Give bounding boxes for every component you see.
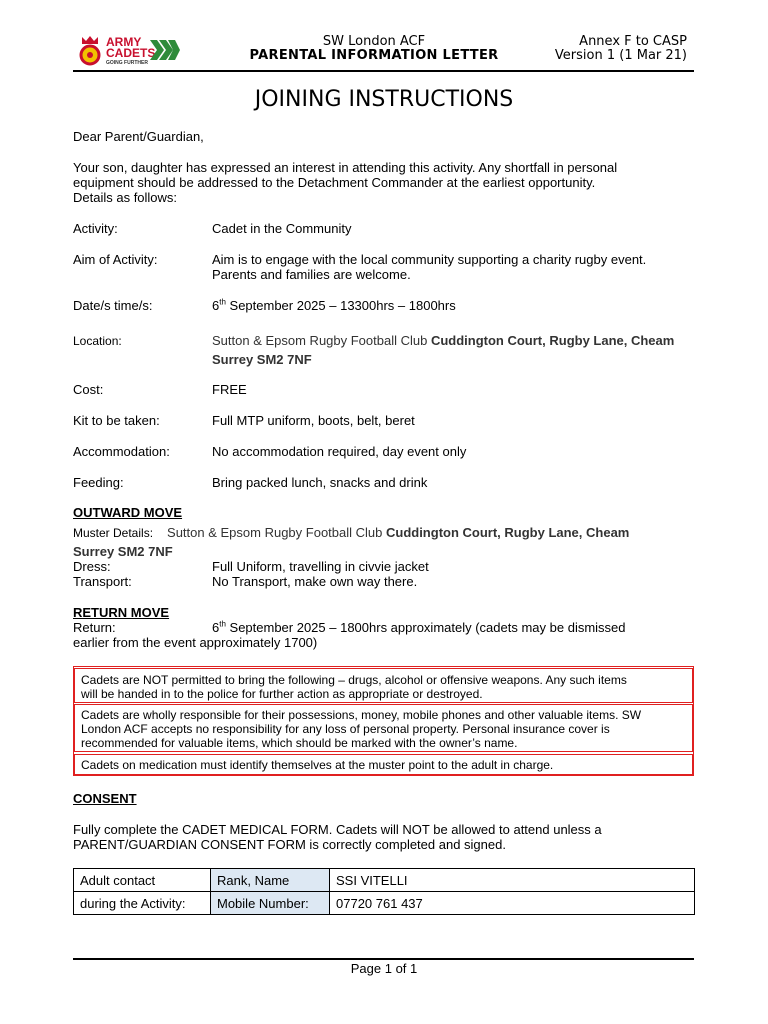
notice-2-line-3: recommended for valuable items, which should be marked with the owner’s name. — [81, 736, 518, 750]
return-label: Return: — [73, 620, 116, 635]
return-move-heading: RETURN MOVE — [73, 605, 170, 620]
header-version: Version 1 (1 Mar 21) — [554, 48, 687, 63]
consent-line-2: PARENT/GUARDIAN CONSENT FORM is correctly completed and signed. — [73, 837, 506, 852]
table-row — [74, 892, 695, 915]
dress-label: Dress: — [73, 559, 111, 574]
accommodation-value: No accommodation required, day event only — [212, 444, 467, 459]
header-annex: Annex F to CASP — [579, 34, 687, 49]
activity-value: Cadet in the Community — [212, 221, 352, 236]
date-label: Date/s time/s: — [73, 298, 153, 313]
notice-1-line-2: will be handed in to the police for further action as appropriate or destroyed. — [81, 687, 483, 701]
notice-2-line-2: London ACF accepts no responsibility for any loss of personal property. Personal insurance cover is — [81, 722, 610, 736]
notice-2 — [74, 704, 693, 752]
return-ordinal: th — [219, 619, 226, 629]
notice-1 — [74, 668, 693, 703]
muster-venue: Sutton & Epsom Rugby Football Club — [167, 525, 386, 540]
muster-address-1: Cuddington Court, Rugby Lane, Cheam — [385, 525, 630, 540]
cadet-crest-icon — [78, 35, 102, 69]
table-cell-mobile-value: 07720 761 437 — [330, 892, 695, 915]
cost-label: Cost: — [73, 382, 104, 397]
intro-line-2: equipment should be addressed to the Detachment Commander at the earliest opportunity. — [73, 175, 596, 190]
contact-table — [73, 868, 695, 915]
muster-address-2: Surrey SM2 7NF — [73, 544, 173, 559]
header-doc-type: PARENTAL INFORMATION LETTER — [249, 48, 499, 63]
table-cell-rank-name-value: SSI VITELLI — [330, 869, 695, 892]
footer-rule — [73, 958, 694, 960]
return-value-line-2: earlier from the event approximately 1700) — [73, 635, 318, 650]
cost-value: FREE — [212, 382, 247, 397]
return-day: 6 — [212, 620, 220, 635]
notice-3-line-1: Cadets on medication must identify themselves at the muster point to the adult in charge. — [81, 758, 554, 772]
kit-label: Kit to be taken: — [73, 413, 160, 428]
location-address-1: Cuddington Court, Rugby Lane, Cheam — [430, 333, 675, 348]
feeding-value: Bring packed lunch, snacks and drink — [212, 475, 428, 490]
muster-label: Muster Details: — [73, 526, 154, 540]
aim-label: Aim of Activity: — [73, 252, 158, 267]
date-rest: September 2025 – 13300hrs – 1800hrs — [225, 298, 456, 313]
transport-label: Transport: — [73, 574, 132, 589]
intro-line-1: Your son, daughter has expressed an interest in attending this activity. Any shortfall in personal — [73, 160, 618, 175]
table-cell-during-activity: during the Activity: — [74, 892, 211, 915]
kit-value: Full MTP uniform, boots, belt, beret — [212, 413, 415, 428]
dress-value: Full Uniform, travelling in civvie jacket — [212, 559, 429, 574]
intro-line-3: Details as follows: — [73, 190, 178, 205]
logo-text-tagline: GOING FURTHER — [106, 60, 148, 66]
accommodation-label: Accommodation: — [73, 444, 170, 459]
page-number: Page 1 of 1 — [350, 961, 418, 976]
notices-box — [73, 666, 694, 776]
muster-row — [73, 524, 629, 542]
feeding-label: Feeding: — [73, 475, 124, 490]
location-value-line-1 — [212, 333, 674, 348]
notice-3 — [74, 754, 693, 775]
aim-value-line-2: Parents and families are welcome. — [212, 267, 411, 282]
return-rest: September 2025 – 1800hrs approximately (cadets may be dismissed — [225, 620, 626, 635]
consent-line-1: Fully complete the CADET MEDICAL FORM. Cadets will NOT be allowed to attend unless a — [73, 822, 602, 837]
table-row — [74, 869, 695, 892]
army-cadets-logo — [78, 34, 180, 70]
aim-value-line-1: Aim is to engage with the local community supporting a charity rugby event. — [212, 252, 647, 267]
greeting: Dear Parent/Guardian, — [73, 129, 204, 144]
header-rule — [73, 70, 694, 72]
consent-heading: CONSENT — [73, 791, 137, 806]
date-value — [212, 298, 456, 313]
chevrons-icon — [150, 40, 180, 60]
outward-move-heading: OUTWARD MOVE — [73, 505, 183, 520]
transport-value: No Transport, make own way there. — [212, 574, 418, 589]
header-org: SW London ACF — [322, 34, 426, 49]
location-venue: Sutton & Epsom Rugby Football Club — [212, 333, 431, 348]
logo-text-army: ARMY — [106, 35, 142, 49]
table-cell-rank-name-label: Rank, Name — [211, 869, 330, 892]
date-ordinal: th — [219, 297, 226, 307]
logo-text-cadets: CADETS — [106, 46, 156, 60]
date-day: 6 — [212, 298, 220, 313]
return-value-line-1 — [212, 620, 626, 635]
table-cell-mobile-label: Mobile Number: — [211, 892, 330, 915]
table-cell-adult-contact: Adult contact — [74, 869, 211, 892]
location-label: Location: — [73, 334, 122, 348]
notice-2-line-1: Cadets are wholly responsible for their possessions, money, mobile phones and other valuable items. SW — [81, 708, 642, 722]
location-address-2: Surrey SM2 7NF — [212, 352, 312, 367]
activity-label: Activity: — [73, 221, 118, 236]
notice-1-line-1: Cadets are NOT permitted to bring the following – drugs, alcohol or offensive weapons. Any such items — [81, 673, 627, 687]
page-title: JOINING INSTRUCTIONS — [254, 87, 514, 112]
